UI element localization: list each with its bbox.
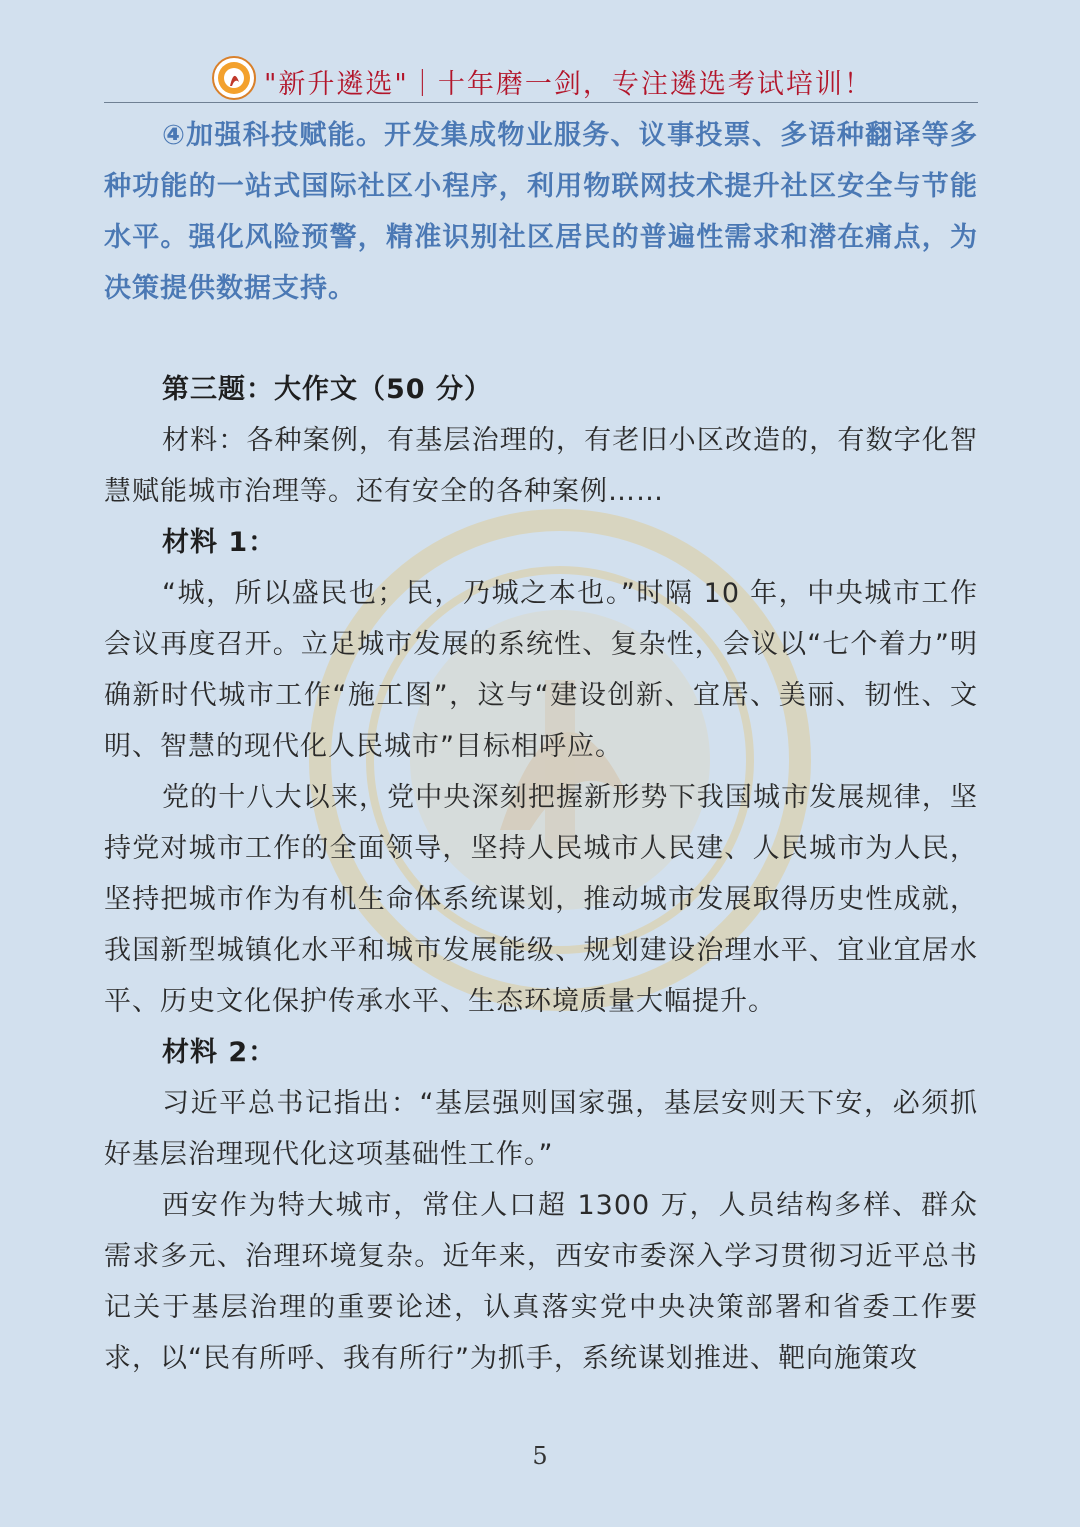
page-number: 5 <box>532 1442 548 1470</box>
paragraph-xian-governance: 西安作为特大城市，常住人口超 1300 万，人员结构多样、群众需求多元、治理环境复杂。近年来，西安市委深入学习贯彻习近平总书记关于基层治理的重要论述，认真落实党中央决策部署和省委工作要求，以“民有所呼、我有所行”为抓手，系统谋划推进、靶向施策攻 <box>104 1190 978 1374</box>
header-slogan: "新升遴选"｜十年磨一剑，专注遴选考试培训！ <box>264 69 873 100</box>
paragraph-material-intro: 材料：各种案例，有基层治理的，有老旧小区改造的，有数字化智慧赋能城市治理等。还有安全的各种案例…… <box>104 425 978 507</box>
paragraph-grassroots-quote: 习近平总书记指出：“基层强则国家强，基层安则天下安，必须抓好基层治理现代化这项基础性工作。” <box>104 1088 978 1170</box>
paragraph-urban-work-conference: “城，所以盛民也；民，乃城之本也。”时隔 10 年，中央城市工作会议再度召开。立足城市发展的系统性、复杂性，会议以“七个着力”明确新时代城市工作“施工图”，这与“建设创新、宜居、美丽、韧性、文明、智慧的现代化人民城市”目标相呼应。 <box>104 578 978 762</box>
question-three-title: 第三题：大作文（50 分） <box>162 374 492 405</box>
document-body <box>104 110 978 1384</box>
material-two-title: 材料 2： <box>162 1037 277 1068</box>
header-divider <box>104 102 978 103</box>
paragraph-urban-development: 党的十八大以来，党中央深刻把握新形势下我国城市发展规律，坚持党对城市工作的全面领导，坚持人民城市人民建、人民城市为人民，坚持把城市作为有机生命体系统谋划，推动城市发展取得历史性成就，我国新型城镇化水平和城市发展能级、规划建设治理水平、宜业宜居水平、历史文化保护传承水平、生态环境质量大幅提升。 <box>104 782 978 1017</box>
material-one-title: 材料 1： <box>162 527 277 558</box>
paragraph-gap <box>104 314 978 364</box>
paragraph-tech-empowerment: ④加强科技赋能。开发集成物业服务、议事投票、多语种翻译等多种功能的一站式国际社区小程序，利用物联网技术提升社区安全与节能水平。强化风险预警，精准识别社区居民的普遍性需求和潜在痛点，为决策提供数据支持。 <box>104 120 978 304</box>
page-header <box>104 54 978 104</box>
institution-seal-icon <box>212 56 256 100</box>
